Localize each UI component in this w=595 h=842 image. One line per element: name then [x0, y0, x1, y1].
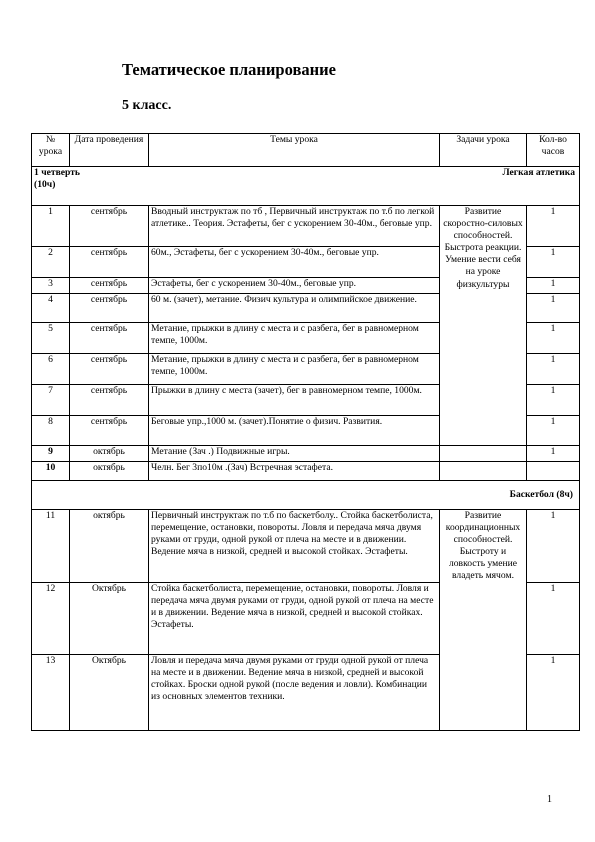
- plan-table: [31, 133, 580, 731]
- row-num: 9: [32, 446, 70, 462]
- row-hours: 1: [527, 323, 580, 354]
- row-date: сентябрь: [70, 206, 149, 247]
- row-topic: Стойка баскетболиста, перемещение, остановки, повороты. Ловля и передача мяча двумя руками от груди, одной рукой от плеча на месте и в движении. Ведение мяча в низкой, средней и высокой стойках. Эстафеты.: [149, 583, 440, 655]
- page-number: 1: [547, 794, 552, 805]
- row-num: 2: [32, 247, 70, 278]
- row-hours: 1: [527, 247, 580, 278]
- row-hours: 1: [527, 294, 580, 323]
- row-num: 7: [32, 385, 70, 416]
- row-topic: Ловля и передача мяча двумя руками от груди одной рукой от плеча на месте и в движении. Ведение мяча в низкой, средней и высокой стойках. Броски одной рукой (после ведения и ловли). Комбинации из основных элементов техники.: [149, 655, 440, 731]
- row-hours: 1: [527, 416, 580, 446]
- row-num: 1: [32, 206, 70, 247]
- section-header-row: [32, 481, 580, 510]
- row-num: 6: [32, 354, 70, 385]
- row-num: 13: [32, 655, 70, 731]
- athletics-tasks: Развитие скоростно-силовых способностей. Быстрота реакции. Умение вести себя на уроке физкультуры: [440, 206, 527, 446]
- row-topic: Первичный инструктаж по т.б по баскетболу.. Стойка баскетболиста, перемещение, остановки, повороты. Ловля и передача мяча двумя руками от груди, одной рукой от плеча на месте и в движении. Ведение мяча в низкой, средней и высокой стойках. Эстафеты.: [149, 510, 440, 583]
- row-hours: 1: [527, 385, 580, 416]
- row-topic: Челн. Бег 3по10м .(Зач) Встречная эстафета.: [149, 462, 440, 481]
- row-date: октябрь: [70, 462, 149, 481]
- row-num: 10: [32, 462, 70, 481]
- row-date: сентябрь: [70, 323, 149, 354]
- quarter-header: [32, 167, 580, 206]
- grade-subtitle: 5 класс.: [122, 98, 172, 113]
- table-header-row: [32, 134, 580, 167]
- row-topic: 60м., Эстафеты, бег с ускорением 30-40м., беговые упр.: [149, 247, 440, 278]
- row-date: октябрь: [70, 446, 149, 462]
- row-num: 3: [32, 278, 70, 294]
- row-date: сентябрь: [70, 416, 149, 446]
- row-tasks-empty: [440, 446, 527, 462]
- row-date: сентябрь: [70, 278, 149, 294]
- row-topic: Метание (Зач .) Подвижные игры.: [149, 446, 440, 462]
- row-date: сентябрь: [70, 385, 149, 416]
- row-hours: [527, 462, 580, 481]
- row-hours: 1: [527, 583, 580, 655]
- section-basketball: Баскетбол (8ч): [32, 481, 580, 510]
- table-row: [32, 462, 580, 481]
- header-hours: Кол-во часов: [527, 134, 580, 167]
- header-num: № урока: [32, 134, 70, 167]
- row-date: Октябрь: [70, 583, 149, 655]
- row-topic: Беговые упр.,1000 м. (зачет).Понятие о физич. Развития.: [149, 416, 440, 446]
- quarter-name: 1 четверть: [34, 167, 81, 178]
- row-hours: 1: [527, 655, 580, 731]
- header-topic: Темы урока: [149, 134, 440, 167]
- table-row: [32, 206, 580, 247]
- row-num: 5: [32, 323, 70, 354]
- row-topic: Метание, прыжки в длину с места и с разбега, бег в равномерном темпе, 1000м.: [149, 354, 440, 385]
- quarter-header-row: [32, 167, 580, 206]
- row-num: 12: [32, 583, 70, 655]
- row-date: сентябрь: [70, 294, 149, 323]
- header-date: Дата проведения: [70, 134, 149, 167]
- table-row: [32, 510, 580, 583]
- row-date: октябрь: [70, 510, 149, 583]
- page-title: Тематическое планирование: [122, 60, 336, 79]
- quarter-label: [34, 167, 80, 191]
- row-num: 4: [32, 294, 70, 323]
- row-date: Октябрь: [70, 655, 149, 731]
- row-num: 11: [32, 510, 70, 583]
- row-topic: Метание, прыжки в длину с места и с разбега, бег в равномерном темпе, 1000м.: [149, 323, 440, 354]
- row-tasks-empty: [440, 462, 527, 481]
- row-hours: 1: [527, 510, 580, 583]
- row-num: 8: [32, 416, 70, 446]
- row-hours: 1: [527, 446, 580, 462]
- row-topic: Эстафеты, бег с ускорением 30-40м., беговые упр.: [149, 278, 440, 294]
- row-date: сентябрь: [70, 354, 149, 385]
- row-date: сентябрь: [70, 247, 149, 278]
- row-topic: 60 м. (зачет), метание. Физич культура и олимпийское движение.: [149, 294, 440, 323]
- quarter-hours: (10ч): [34, 179, 56, 191]
- row-topic: Прыжки в длину с места (зачет), бег в равномерном темпе, 1000м.: [149, 385, 440, 416]
- basketball-tasks: Развитие координационных способностей. Быстроту и ловкость умение владеть мячом.: [440, 510, 527, 731]
- row-hours: 1: [527, 206, 580, 247]
- row-topic: Вводный инструктаж по тб , Первичный инструктаж по т.б по легкой атлетике.. Теория. Эстафеты, бег с ускорением 30-40м., беговые упр.: [149, 206, 440, 247]
- table-row: [32, 446, 580, 462]
- row-hours: 1: [527, 354, 580, 385]
- section-athletics: Легкая атлетика: [502, 167, 575, 178]
- row-hours: 1: [527, 278, 580, 294]
- header-tasks: Задачи урока: [440, 134, 527, 167]
